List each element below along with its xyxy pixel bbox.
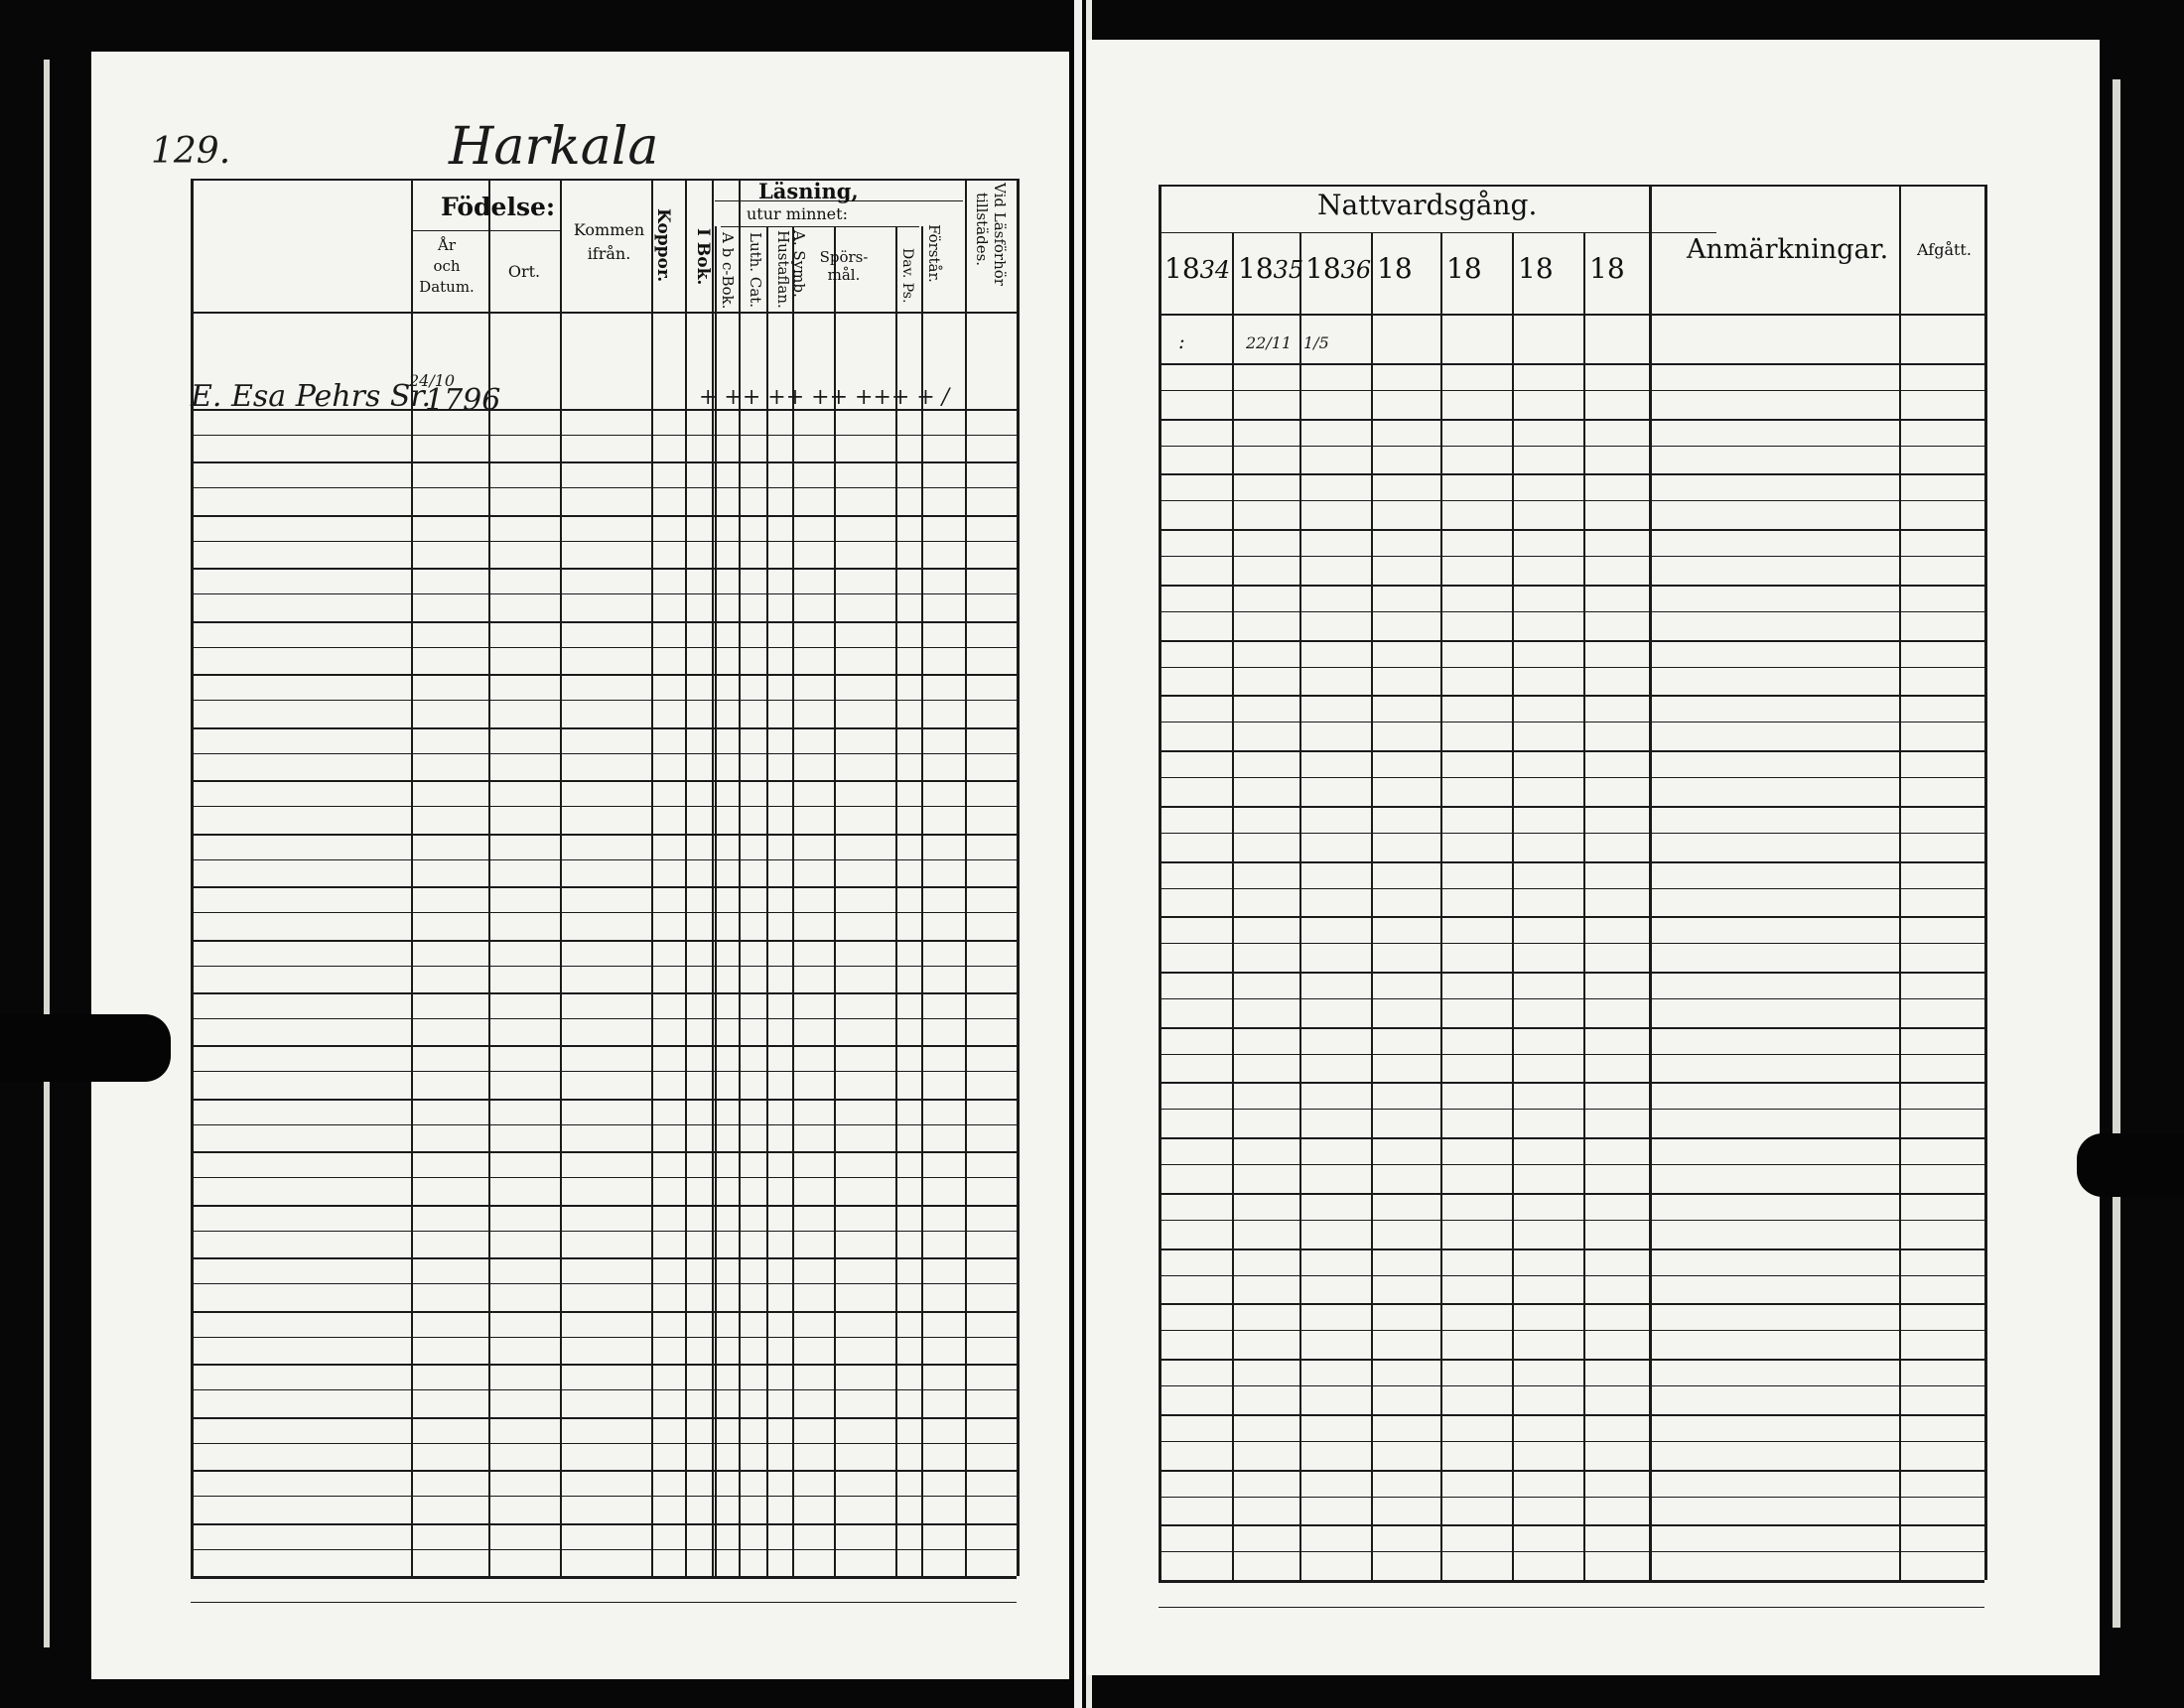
row-line bbox=[191, 1523, 1017, 1525]
row-line-sub bbox=[191, 753, 1017, 754]
year-prefix: 18 bbox=[1305, 252, 1341, 285]
header-anmarkningar: Anmärkningar. bbox=[1687, 234, 1889, 265]
year-column-line bbox=[1232, 232, 1234, 1580]
row-line bbox=[1159, 806, 1984, 808]
table-border-right bbox=[1984, 185, 1987, 1580]
row-line-sub bbox=[1159, 1164, 1984, 1165]
birth-date: 24/10 bbox=[409, 371, 456, 390]
table-border-top bbox=[191, 179, 1017, 181]
column-line bbox=[792, 226, 794, 1576]
left-page-tab bbox=[0, 1014, 171, 1082]
table-border-left bbox=[1159, 185, 1161, 1580]
row-line-sub bbox=[191, 806, 1017, 807]
communion-1834: : bbox=[1178, 329, 1185, 353]
row-line-sub bbox=[1159, 998, 1984, 999]
column-line bbox=[651, 179, 653, 1576]
year-suffix-handwritten: 35 bbox=[1273, 256, 1304, 284]
header-lasning: Läsning, bbox=[758, 179, 859, 203]
row-line bbox=[1159, 363, 1984, 365]
year-header-6 bbox=[1589, 252, 1625, 285]
row-line bbox=[191, 674, 1017, 676]
row-line-sub bbox=[191, 1389, 1017, 1390]
year-column-line bbox=[1299, 232, 1301, 1580]
row-line bbox=[191, 461, 1017, 463]
row-line bbox=[191, 1470, 1017, 1472]
row-line bbox=[1159, 1027, 1984, 1029]
row-line-sub bbox=[191, 647, 1017, 648]
header-i-bok: I Bok. bbox=[693, 228, 713, 286]
utur-minnet-sub-rule bbox=[721, 226, 919, 227]
row-line-sub bbox=[191, 912, 1017, 913]
row-line bbox=[191, 886, 1017, 888]
row-line-sub bbox=[191, 1018, 1017, 1019]
table-border-right bbox=[1017, 179, 1020, 1576]
row-line bbox=[191, 992, 1017, 994]
row-line bbox=[191, 727, 1017, 729]
header-dav-ps: Dav. Ps. bbox=[899, 248, 915, 304]
row-line bbox=[1159, 1359, 1984, 1361]
year-header-3 bbox=[1377, 252, 1413, 285]
row-line bbox=[1159, 419, 1984, 421]
left-page-edge-strip bbox=[44, 60, 50, 1647]
header-utur-minnet: utur minnet: bbox=[747, 204, 848, 223]
row-line bbox=[1159, 640, 1984, 642]
row-line-sub bbox=[1159, 722, 1984, 723]
table-border-top bbox=[1159, 185, 1984, 187]
lasning-bracket-line bbox=[712, 200, 714, 230]
row-line-sub bbox=[191, 1283, 1017, 1284]
row-line-sub bbox=[1159, 446, 1984, 447]
row-line bbox=[191, 1045, 1017, 1047]
header-sporsmal bbox=[814, 248, 874, 284]
row-line-sub bbox=[191, 487, 1017, 488]
row-line bbox=[1159, 585, 1984, 587]
row-line-sub bbox=[1159, 777, 1984, 778]
row-line bbox=[1159, 861, 1984, 863]
year-column-line bbox=[1371, 232, 1373, 1580]
communion-1835: 22/11 bbox=[1246, 333, 1293, 352]
year-header-2 bbox=[1305, 252, 1371, 285]
year-header-0 bbox=[1164, 252, 1230, 285]
row-line bbox=[1159, 1414, 1984, 1416]
header-datum: Datum. bbox=[419, 278, 475, 296]
header-nattvardsgang: Nattvardsgång. bbox=[1317, 189, 1538, 221]
row-line-sub bbox=[191, 1443, 1017, 1444]
row-line bbox=[1159, 1580, 1984, 1582]
row-line bbox=[191, 1151, 1017, 1153]
header-vid-lasforhor bbox=[973, 183, 1013, 351]
row-line bbox=[191, 940, 1017, 942]
row-line-sub bbox=[1159, 1330, 1984, 1331]
header-koppor: Koppor. bbox=[653, 208, 673, 283]
header-abc-bok: A b c-Bok. bbox=[719, 232, 737, 310]
row-line-sub bbox=[1159, 1109, 1984, 1110]
anmarkningar-column-line bbox=[1649, 185, 1652, 1580]
row-line-sub bbox=[191, 1549, 1017, 1550]
row-line bbox=[191, 1099, 1017, 1101]
row-line bbox=[191, 1576, 1017, 1578]
row-line-sub bbox=[191, 1337, 1017, 1338]
header-ort: Ort. bbox=[507, 262, 541, 281]
person-name: E. Esa Pehrs Sr. bbox=[191, 379, 432, 414]
row-line-sub bbox=[1159, 611, 1984, 612]
right-page-edge-strip bbox=[2113, 79, 2120, 1628]
header-afgatt: Afgått. bbox=[1917, 240, 1972, 259]
row-line bbox=[191, 1205, 1017, 1207]
row-line-sub bbox=[1159, 1607, 1984, 1608]
row-line bbox=[1159, 529, 1984, 531]
row-line-sub bbox=[191, 593, 1017, 594]
row-line-sub bbox=[1159, 888, 1984, 889]
header-kommen-ifran bbox=[562, 218, 656, 266]
header-ifran: ifrån. bbox=[587, 244, 631, 263]
header-och: och bbox=[433, 257, 461, 275]
header-vid-lasforhor-line1: Vid Läsförhör bbox=[991, 183, 1009, 286]
row-line-sub bbox=[1159, 667, 1984, 668]
row-line-sub bbox=[191, 700, 1017, 701]
row-line-sub bbox=[191, 1177, 1017, 1178]
row-line-sub bbox=[1159, 1497, 1984, 1498]
column-line bbox=[685, 179, 687, 1576]
row-line bbox=[1159, 473, 1984, 475]
row-line bbox=[191, 1311, 1017, 1313]
row-line bbox=[1159, 750, 1984, 752]
afgatt-column-line bbox=[1899, 185, 1901, 1580]
header-forstar: Förstår. bbox=[925, 224, 943, 283]
nattvardsgang-sub-rule bbox=[1159, 232, 1716, 233]
year-suffix-handwritten: 36 bbox=[1340, 256, 1372, 284]
row-line bbox=[1159, 1524, 1984, 1526]
farm-name: Harkala bbox=[449, 117, 659, 177]
column-line bbox=[766, 226, 768, 1576]
row-line bbox=[1159, 1137, 1984, 1139]
row-line-sub bbox=[191, 1496, 1017, 1497]
row-line bbox=[1159, 1193, 1984, 1195]
column-line bbox=[921, 226, 923, 1576]
header-bottom-rule bbox=[191, 312, 1017, 314]
row-line-sub bbox=[1159, 556, 1984, 557]
birth-year: 1796 bbox=[425, 383, 501, 418]
row-line bbox=[191, 621, 1017, 623]
row-line bbox=[1159, 1470, 1984, 1472]
row-line bbox=[191, 780, 1017, 782]
year-header-5 bbox=[1518, 252, 1554, 285]
left-page bbox=[91, 52, 1069, 1679]
left-register-table bbox=[91, 52, 1069, 1679]
row-line-sub bbox=[1159, 833, 1984, 834]
year-column-line bbox=[1583, 232, 1585, 1580]
header-luth-cat: Luth. Cat. bbox=[747, 232, 764, 309]
row-line bbox=[1159, 916, 1984, 918]
reading-marks: + ++ ++ ++ +++ + / bbox=[699, 385, 950, 410]
year-prefix: 18 bbox=[1589, 252, 1625, 285]
row-line-sub bbox=[191, 1231, 1017, 1232]
row-line-sub bbox=[1159, 1054, 1984, 1055]
page-number: 129. bbox=[151, 131, 231, 172]
row-line-sub bbox=[191, 1071, 1017, 1072]
header-bottom-rule bbox=[1159, 314, 1984, 316]
row-line-sub bbox=[191, 435, 1017, 436]
column-line bbox=[834, 226, 836, 1576]
right-page-tab bbox=[2077, 1133, 2184, 1197]
fodelse-sub-rule bbox=[411, 230, 560, 231]
year-header-1 bbox=[1238, 252, 1303, 285]
row-line bbox=[191, 568, 1017, 570]
year-prefix: 18 bbox=[1446, 252, 1482, 285]
year-prefix: 18 bbox=[1518, 252, 1554, 285]
row-line bbox=[1159, 1082, 1984, 1084]
right-page bbox=[1087, 40, 2100, 1675]
row-line bbox=[191, 1257, 1017, 1259]
column-line bbox=[965, 179, 967, 1576]
row-line-sub bbox=[1159, 1275, 1984, 1276]
row-line-sub bbox=[191, 1124, 1017, 1125]
row-line bbox=[1159, 695, 1984, 697]
column-line bbox=[560, 179, 562, 1576]
year-column-line bbox=[1440, 232, 1442, 1580]
row-line-sub bbox=[1159, 1441, 1984, 1442]
header-fodelse: Födelse: bbox=[441, 193, 556, 221]
column-line bbox=[895, 226, 897, 1576]
year-prefix: 18 bbox=[1377, 252, 1413, 285]
header-kommen: Kommen bbox=[573, 220, 645, 239]
year-column-line bbox=[1512, 232, 1514, 1580]
year-prefix: 18 bbox=[1238, 252, 1274, 285]
row-line bbox=[191, 515, 1017, 517]
row-line-sub bbox=[1159, 1385, 1984, 1386]
book-spine bbox=[1074, 0, 1082, 1708]
year-header-4 bbox=[1446, 252, 1482, 285]
row-line bbox=[191, 834, 1017, 836]
row-line bbox=[1159, 972, 1984, 974]
header-tillstades: tillstädes. bbox=[973, 193, 991, 267]
row-line-sub bbox=[1159, 1551, 1984, 1552]
row-line-sub bbox=[1159, 500, 1984, 501]
header-a-symb-hustaflan bbox=[774, 230, 810, 329]
row-line bbox=[191, 1417, 1017, 1419]
column-line bbox=[715, 226, 717, 1576]
row-line-sub bbox=[1159, 390, 1984, 391]
header-ar-och-datum bbox=[411, 235, 482, 298]
row-line bbox=[191, 1364, 1017, 1366]
header-mal: mål. bbox=[827, 266, 861, 284]
row-line bbox=[1159, 1303, 1984, 1305]
row-line-sub bbox=[191, 1602, 1017, 1603]
header-hustaflan: Hustaflan. bbox=[774, 230, 792, 309]
header-ar: År bbox=[437, 236, 456, 254]
communion-1836: 1/5 bbox=[1303, 333, 1329, 352]
header-a-symb: A. Symb. bbox=[790, 230, 808, 298]
row-line-sub bbox=[1159, 1220, 1984, 1221]
row-line-sub bbox=[191, 966, 1017, 967]
row-line-sub bbox=[191, 859, 1017, 860]
row-line-sub bbox=[1159, 943, 1984, 944]
year-prefix: 18 bbox=[1164, 252, 1200, 285]
right-register-table bbox=[1087, 40, 2100, 1675]
header-spors: Spörs- bbox=[819, 248, 869, 266]
year-suffix-handwritten: 34 bbox=[1199, 256, 1231, 284]
row-line bbox=[1159, 1248, 1984, 1250]
row-line-sub bbox=[191, 541, 1017, 542]
